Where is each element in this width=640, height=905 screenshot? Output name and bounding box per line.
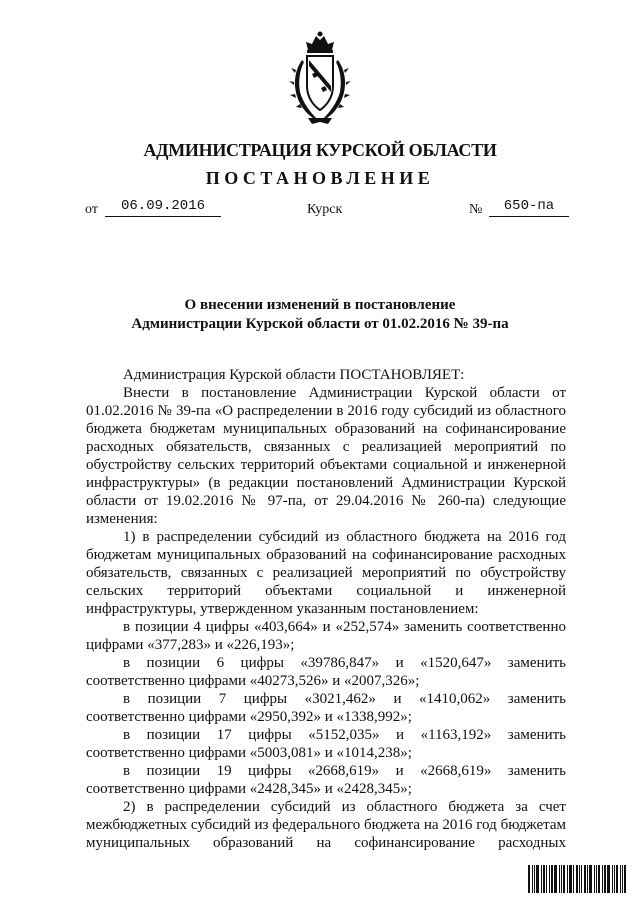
barcode-icon [528, 865, 628, 893]
body-line: 1) в распределении субсидий из областного бюджета на 2016 год [123, 529, 566, 545]
body-line: межбюджетных субсидий из федерального бюджета на 2016 год бюджетам [86, 817, 566, 833]
barcode-stripe [584, 865, 586, 893]
barcode-stripe [581, 865, 582, 893]
body-line: бюджета бюджетам муниципальных образований на софинансирование [86, 421, 566, 437]
barcode-stripe [607, 865, 610, 893]
barcode-stripe [528, 865, 530, 893]
body-line: изменения: [86, 511, 158, 527]
organization-name: АДМИНИСТРАЦИЯ КУРСКОЙ ОБЛАСТИ [143, 140, 497, 160]
position-line: в позиции 7 цифры «3021,462» и «1410,062» заменить [123, 691, 566, 707]
document-meta [85, 198, 570, 222]
body-line: области от 19.02.2016 № 97-па, от 29.04.2016 № 260-па) следующие [86, 493, 566, 509]
body-line: расходных обязательств, связанных с реализацией мероприятий по [86, 439, 566, 455]
position-line: в позиции 6 цифры «39786,847» и «1520,647» заменить [123, 655, 566, 671]
number-label: № [469, 202, 483, 217]
barcode-stripe [559, 865, 560, 893]
position-line: соответственно цифрами «40273,526» и «2007,326»; [86, 673, 420, 689]
barcode-stripe [596, 865, 597, 893]
barcode-stripe [561, 865, 562, 893]
position-line: соответственно цифрами «2428,345» и «2428,345»; [86, 781, 412, 797]
barcode-stripe [554, 865, 557, 893]
barcode-stripe [602, 865, 603, 893]
barcode-stripe [543, 865, 545, 893]
barcode-stripe [563, 865, 565, 893]
barcode-stripe [567, 865, 568, 893]
body-line: обязательств, связанных с реализацией мероприятий по обустройству [86, 565, 566, 581]
subject-line: Администрации Курской области от 01.02.2016 № 39-па [131, 316, 509, 332]
barcode-stripe [534, 865, 535, 893]
body-line: сельских территорий объектами социальной и инженерной [86, 583, 566, 599]
barcode-stripe [576, 865, 578, 893]
barcode-stripe [624, 865, 626, 893]
body-line: Внести в постановление Администрации Курской области от [123, 385, 566, 401]
body-line: инфраструктуры» (в редакции постановлений Администрации Курской [86, 475, 566, 491]
barcode-stripe [620, 865, 621, 893]
date-label: от [85, 202, 98, 217]
date-field: 06.09.2016 [105, 198, 221, 217]
barcode-stripe [573, 865, 574, 893]
barcode-stripe [622, 865, 623, 893]
position-line: соответственно цифрами «2950,392» и «1338,992»; [86, 709, 412, 725]
body-line: 2) в распределении субсидий из областного бюджета за счет [123, 799, 566, 815]
barcode-stripe [614, 865, 615, 893]
barcode-stripe [598, 865, 600, 893]
position-line: в позиции 19 цифры «2668,619» и «2668,619» заменить [123, 763, 566, 779]
barcode-stripe [532, 865, 533, 893]
document-type: ПОСТАНОВЛЕНИЕ [205, 168, 435, 188]
barcode-stripe [541, 865, 542, 893]
barcode-stripe [536, 865, 539, 893]
decree-paragraph: Администрация Курской области ПОСТАНОВЛЯЕТ: [123, 367, 465, 383]
barcode-stripe [594, 865, 595, 893]
barcode-stripe [549, 865, 550, 893]
body-line: бюджетам муниципальных образований на софинансирование расходных [86, 547, 566, 563]
body-line: обустройству сельских территорий объектами социальной и инженерной [86, 457, 566, 473]
body-line: 01.02.2016 № 39-па «О распределении в 2016 году субсидий из областного [86, 403, 566, 419]
barcode-stripe [551, 865, 553, 893]
barcode-stripe [612, 865, 613, 893]
barcode-stripe [589, 865, 592, 893]
barcode-stripe [546, 865, 547, 893]
body-line: инфраструктуры, утвержденном указанным постановлением: [86, 601, 479, 617]
position-line: в позиции 17 цифры «5152,035» и «1163,192» заменить [123, 727, 566, 743]
document-body [86, 366, 566, 852]
position-line: соответственно цифрами «5003,081» и «1014,238»; [86, 745, 412, 761]
position-line: цифрами «377,283» и «226,193»; [86, 637, 295, 653]
coat-of-arms-icon [288, 30, 352, 130]
position-line: в позиции 4 цифры «403,664» и «252,574» заменить соответственно [123, 619, 566, 635]
city-label: Курск [307, 202, 343, 217]
document-subject [80, 296, 560, 334]
number-field: 650-па [489, 198, 569, 217]
barcode-stripe [616, 865, 618, 893]
body-line: муниципальных образований на софинансирование расходных [86, 835, 566, 851]
subject-line: О внесении изменений в постановление [184, 297, 456, 313]
barcode-stripe [604, 865, 606, 893]
barcode-stripe [587, 865, 588, 893]
barcode-stripe [579, 865, 580, 893]
barcode-stripe [569, 865, 572, 893]
